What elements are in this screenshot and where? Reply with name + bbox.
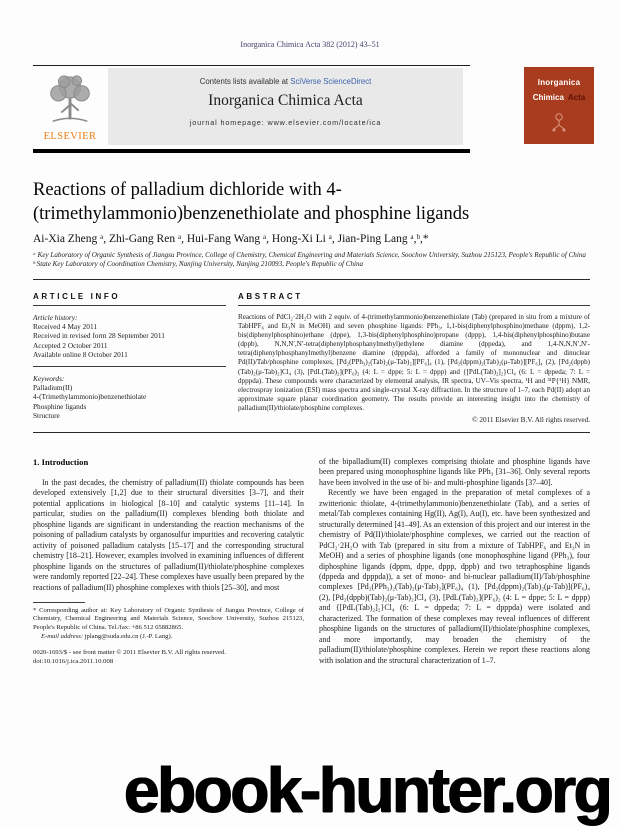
- authors-line: Ai-Xia Zheng ᵃ, Zhi-Gang Ren ᵃ, Hui-Fang Wang ᵃ, Hong-Xi Li ᵃ, Jian-Ping Lang ᵃ,ᵇ,*: [33, 233, 429, 245]
- article-info-heading: ARTICLE INFO: [33, 292, 121, 301]
- journal-homepage-line: [108, 118, 463, 127]
- divider-rule: [33, 279, 590, 280]
- abstract-heading: ABSTRACT: [238, 292, 303, 301]
- keyword-item: 4-(Trimethylammonio)benzenethiolate: [33, 392, 147, 402]
- cover-title-line2-white: Chimica: [532, 93, 564, 102]
- issn-line: 0020-1693/$ - see front matter © 2011 Elsevier B.V. All rights reserved.: [33, 648, 227, 656]
- keyword-item: Structure: [33, 410, 60, 420]
- ebook-hunter-watermark: ebook-hunter.org: [124, 754, 611, 826]
- cover-molecule-icon: [524, 111, 594, 138]
- introduction-section: [33, 457, 590, 666]
- keyword-item: Palladium(II): [33, 383, 73, 393]
- history-item: Received in revised form 28 September 2011: [33, 331, 165, 341]
- section-heading-introduction: 1. Introduction: [33, 457, 89, 468]
- footnote-rule: [33, 602, 85, 603]
- history-item: Accepted 2 October 2011: [33, 340, 108, 350]
- header-top-rule: [33, 65, 470, 66]
- header-thick-rule: [33, 149, 470, 153]
- contents-note-prefix: Contents lists available at: [199, 77, 291, 86]
- affiliation-b: ᵇ State Key Laboratory of Coordination Chemistry, Nanjing University, Nanjing 210093, People's Republic of China: [33, 260, 364, 268]
- journal-reference: Inorganica Chimica Acta 382 (2012) 43–51: [240, 40, 380, 49]
- article-info-heading-rule: [33, 305, 226, 306]
- affiliations: [33, 251, 590, 269]
- abstract-heading-rule: [238, 305, 590, 306]
- elsevier-wordmark: ELSEVIER: [43, 131, 97, 142]
- body-left-column: [33, 457, 304, 666]
- intro-paragraph-left: In the past decades, the chemistry of palladium(II) thiolate compounds has been developed extensively [1,2] due to their structural diversities [3–7], and their potential applications in biological [8–10] and catalytic systems [11–14]. In particular, studies on the palladium(II) complexes blending both thiolate and phosphine ligands are significant in understanding the reaction mechanisms of the poisoning of palladium catalysts by organosulfur impurities and recovering catalytic activity of poisoned palladium catalysts [15–17] and the corresponding structural chemistry [18–21]. However, examples involved in examining influences of different phosphine ligands on the structures of palladium(II)/thiolate/phosphine complexes were randomly reported [22–24]. These complexes have usually been prepared by the reactions of palladium(II) phosphine complexes with thiols [25–30], and most: [33, 478, 304, 592]
- history-item: Received 4 May 2011: [33, 322, 97, 332]
- homepage-label: journal homepage:: [189, 118, 268, 127]
- keyword-item: Phosphine ligands: [33, 401, 87, 411]
- abstract-column: [238, 292, 590, 424]
- email-line: [33, 633, 304, 642]
- intro-paragraph-right-1: of the bipalladium(II) complexes comprising thiolate and phosphine ligands have been prepared using monophosphine ligands like PPh₃ [31–36]. Only several reports have been involved in the use of bi- and multi-phosphine ligands [37–40].: [319, 457, 590, 487]
- doi-line: doi:10.1016/j.ica.2011.10.008: [33, 657, 114, 665]
- history-item: Available online 8 October 2011: [33, 349, 128, 359]
- homepage-link[interactable]: www.elsevier.com/locate/ica: [267, 118, 382, 127]
- affiliation-a: ᵃ Key Laboratory of Organic Synthesis of Jiangsu Province, College of Chemistry, Chemical Engineering and Materials Science, Soochow University, Suzhou 215123, People's Republic of China: [33, 251, 586, 259]
- article-info-abstract-section: [33, 292, 590, 424]
- elsevier-logo: [34, 73, 106, 142]
- journal-cover-thumbnail: [524, 67, 594, 144]
- cover-title-line2-dark: Acta: [567, 93, 586, 102]
- journal-header: [33, 65, 590, 157]
- header-grey-box: [108, 68, 463, 145]
- journal-name: Inorganica Chimica Acta: [208, 92, 363, 109]
- email-label: E-mail address:: [41, 633, 85, 641]
- article-info-column: [33, 292, 226, 424]
- cover-title-line2: [524, 87, 594, 105]
- cover-title-line1: Inorganica: [537, 78, 581, 87]
- article-history-label: Article history:: [33, 313, 78, 322]
- abstract-text: Reactions of PdCl₂·2H₂O with 2 equiv. of 4-(trimethylammonio)benzenethiolate (Tab) (prepared in situ from a mixture of TabHPF₆ and Et₃N in MeOH) and seven phosphine ligands: PPh₃, 1,1-bis(diphenylphosphino)methane (dppm), 1,2-bis(diphenylphosphino)ethane (dppe), 1,3-bis(diphenylphosphino)propane (dppp), 1,4-bis(diphenylphosphino)butane (dppb), N,N,N′,N′-tetra(diphenylphosphanylmethyl)ethylene diamine (dppeda), and 1,4-N,N,N′,N′-tetra(diphenylphosphanylmethyl)benzene diamine (dpppda), afforded a family of mononuclear and dinuclear Pd(II)/Tab/phosphine complexes, [Pd₂(PPh₃)₂(Tab)₂(μ-Tab)₂][PF₆]₄ (1), [Pd₂(dppm)₂(Tab)₂(μ-Tab)][PF₆]₄ (2), [Pd₂(dppb)(Tab)₂(μ-Tab)₂]Cl₄ (3), [PdL(Tab)₂](PF₆)₂ (4: L = dppe; 5: L = dppp) and {[PdL(Tab)₂]₂}Cl₄ (6: L = dppeda; 7: L = dpppda). These compounds were characterized by elemental analysis, IR spectra, UV–Vis spectra, ¹H and ³¹P{¹H} NMR, electrospray ionization (ESI) mass spectra and single-crystal X-ray diffraction. In the structure of 1–7, each Pd(II) adopt an approximate square planar coordination geometry. The results provide an interesting insight into the chemistry of palladium(II)/thiolate/phosphine complexes.: [238, 313, 590, 412]
- email-link[interactable]: jplang@suda.edu.cn: [84, 633, 139, 641]
- intro-paragraph-right-2: Recently we have been engaged in the preparation of metal complexes of a zwitterionic thiolate, 4-(trimethylammonio)benzenethiolate (Tab), and a series of metal/Tab complexes containing Hg(II), Ag(I), Au(I), etc. have been synthesized and structurally determined [41–49]. As an extension of this project and our interest in the chemistry of Pd(II)/thiolate/phosphine complexes, we carried out the reaction of PdCl₂·2H₂O with Tab (prepared in situ from a mixture of TabHPF₆ and Et₃N in MeOH) and a series of phosphine ligands (one monophosphine ligand (PPh₃), four diphosphine ligands (dppm, dppe, dppp, dppb) and two tetraphosphine ligands (dppeda and dpppda)), a set of mono- and bi-nuclear palladium(II)/Tab/phosphine complexes [Pd₂(PPh₃)₂(Tab)₂(μ-Tab)₂](PF₆)₄ (1), [Pd₂(dppm)₂(Tab)₂(μ-Tab)](PF₆)₄ (2), [Pd₂(dppb)(Tab)₂(μ-Tab)₂]Cl₄ (3), [PdL(Tab)₂](PF₆)₂ (4: L = dppe; 5: L = dppp) and {[PdL(Tab)₂]₂}Cl₄ (6: L = dppeda; 7: L = dpppda) were isolated and characterized. The formation of these complexes may reveal influences of different phosphine ligands on the structures of palladium(II)/thiolate/phosphine complexes, and more importantly, may broaden the chemistry of the palladium(II)/thiolate/phosphine complexes. Herein we report these reactions along with isolation and the structural characterization of 1–7.: [319, 488, 590, 665]
- article-info-divider: [33, 366, 226, 367]
- footnote-block: [33, 602, 304, 666]
- email-suffix: (J.-P. Lang).: [138, 633, 173, 641]
- keywords-label: Keywords:: [33, 374, 65, 384]
- contents-note: [108, 77, 463, 86]
- body-right-column: [319, 457, 590, 666]
- correspondence-note: * Corresponding author at: Key Laboratory of Organic Synthesis of Jiangsu Province, College of Chemistry, Chemical Engineering and Materials Science, Soochow University, Suzhou 215123, People's Republic of China. Tel./fax: +86 512 65882865.: [33, 606, 304, 631]
- sciverse-sciencedirect-link[interactable]: SciVerse ScienceDirect: [290, 77, 372, 86]
- copyright-notice: © 2011 Elsevier B.V. All rights reserved.: [472, 416, 590, 425]
- divider-rule-bottom: [33, 432, 590, 433]
- article-title: Reactions of palladium dichloride with 4-(trimethylammonio)benzenethiolate and phosphine ligands: [33, 180, 470, 224]
